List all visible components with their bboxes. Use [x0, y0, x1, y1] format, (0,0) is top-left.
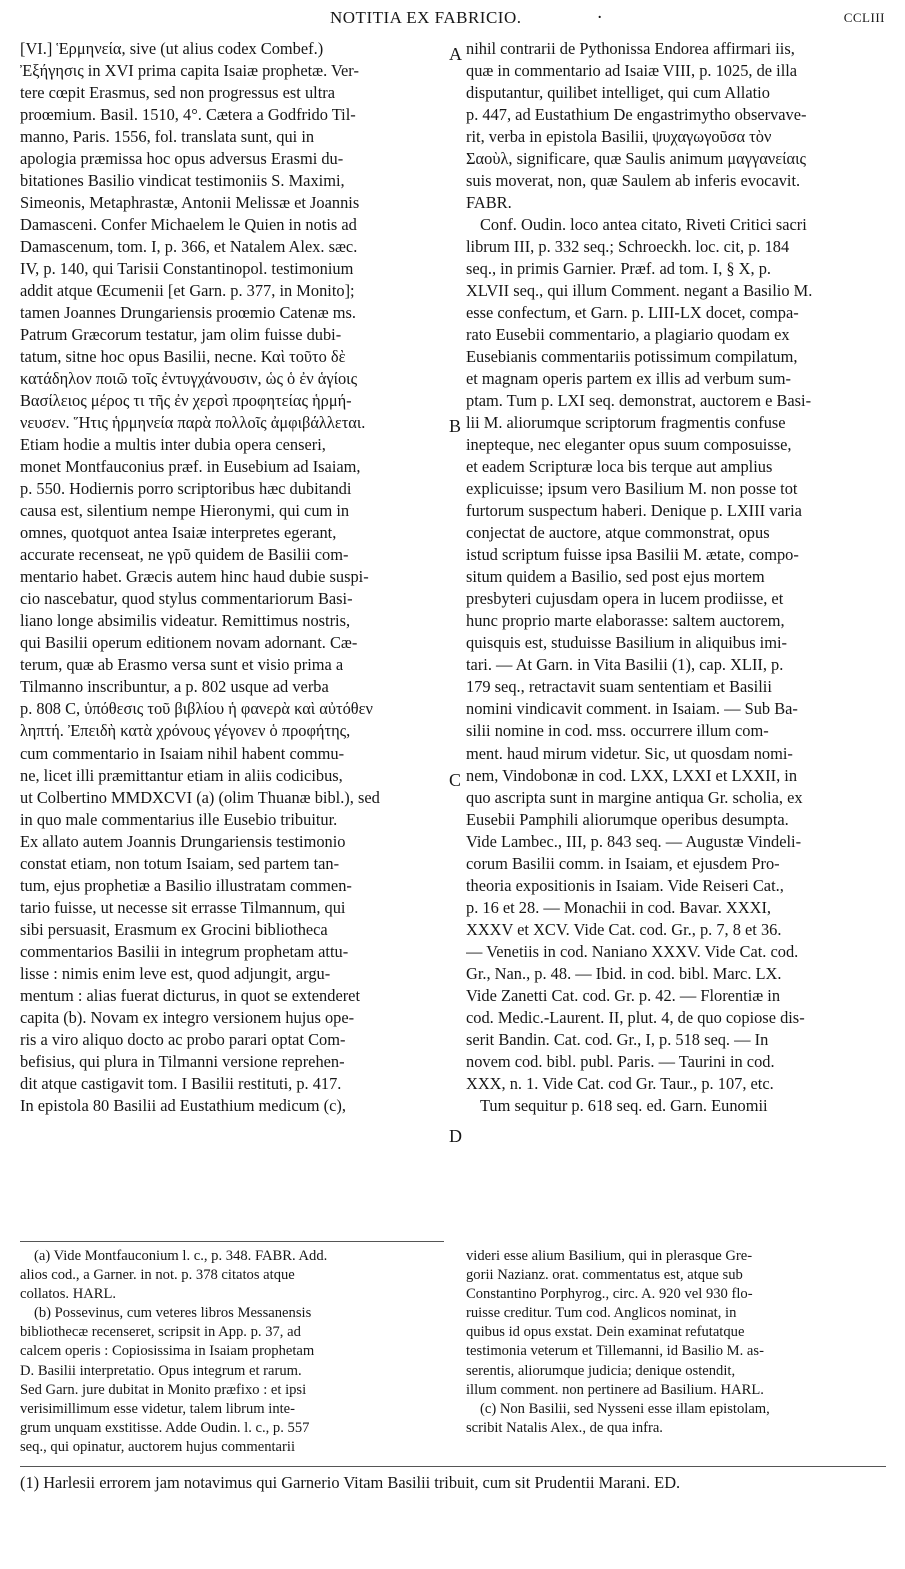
footnote-divider [20, 1466, 886, 1467]
text-line: Sed Garn. jure dubitat in Monito præfixo : et ipsi [20, 1381, 307, 1398]
text-line: suis moverat, non, quæ Saulem ab inferis evocavit. [466, 171, 801, 191]
text-line: — Venetiis in cod. Naniano XXXV. Vide Cat. cod. [466, 941, 799, 961]
text-line: commentarios Basilii in integrum prophetam attu- [20, 941, 349, 961]
text-line: sibi persuasit, Erasmum ex Grocini bibliotheca [20, 919, 328, 939]
text-line: manno, Paris. 1556, fol. translata sunt, qui in [20, 127, 315, 147]
text-line: rit, verba in epistola Basilii, ψυχαγωγοῦσα τὸν [466, 127, 772, 147]
text-line: mentario habet. Græcis autem hinc haud dubie suspi- [20, 567, 369, 587]
text-line: tum, ejus prophetiæ a Basilio illustratam commen- [20, 875, 352, 895]
text-line: serentis, aliorumque judicia; denique ostendit, [466, 1362, 736, 1379]
text-line: Ex allato autem Joannis Drungariensis testimonio [20, 831, 346, 851]
text-line: quæ in commentario ad Isaiæ VIII, p. 1025, de illa [466, 61, 798, 81]
margin-letter-c: C [449, 770, 462, 790]
text-line: p. 550. Hodiernis porro scriptoribus hæc dubitandi [20, 479, 352, 499]
text-line: proœmium. Basil. 1510, 4°. Cætera a Godfrido Til- [20, 105, 356, 125]
text-line: gorii Nazianz. orat. commentatus est, atque sub [466, 1267, 743, 1284]
text-line: Conf. Oudin. loco antea citato, Riveti Critici sacri [480, 215, 807, 235]
left-column [20, 38, 444, 1117]
running-head [0, 8, 905, 34]
text-line: mentum : alias fuerat dicturus, in quot se extenderet [20, 985, 361, 1005]
text-line: in quo male commentarius ille Eusebio tribuitur. [20, 809, 338, 829]
text-line: omnes, quotquot antea Isaiæ interpretes egerant, [20, 523, 337, 543]
text-line: seq., in primis Garnier. Præf. ad tom. I, § X, p. [466, 259, 772, 279]
text-line: explicuisse; ipsum vero Basilium M. non posse tot [466, 479, 798, 499]
text-line: collatos. HARL. [20, 1286, 117, 1303]
text-line: addit atque Œcumenii [et Garn. p. 377, in Monito]; [20, 281, 355, 301]
text-line: quisquis est, studuisse Basilium in aliquibus imi- [466, 633, 787, 653]
text-line: Eusebianis commentariis potissimum compilatum, [466, 347, 798, 367]
text-line: Vide Zanetti Cat. cod. Gr. p. 42. — Florentiæ in [466, 985, 781, 1005]
text-line: Eusebii Pamphili aliorumque operibus desumpta. [466, 809, 789, 829]
text-line: apologia præmissa hoc opus adversus Erasmi du- [20, 149, 344, 169]
text-line: capita (b). Novam ex integro versionem hujus ope- [20, 1007, 355, 1027]
editor-footnote: (1) Harlesii errorem jam notavimus qui Garnerio Vitam Basilii tribuit, cum sit Prudentii Marani. ED. [20, 1473, 681, 1492]
text-line: qui Basilii operum editionem novam adornant. Cæ- [20, 633, 358, 653]
text-line: nihil contrarii de Pythonissa Endorea affirmari iis, [466, 39, 795, 58]
text-line: XXX, n. 1. Vide Cat. cod Gr. Taur., p. 107, etc. [466, 1073, 774, 1093]
text-line: nomini vindicavit comment. in Isaiam. — Sub Ba- [466, 699, 798, 719]
page-number: CCLIII [843, 10, 885, 25]
text-line: rato Eusebii commentario, a plagiario quodam ex [466, 325, 790, 345]
text-line: (a) Vide Montfauconium l. c., p. 348. FABR. Add. [34, 1248, 328, 1264]
text-line: novem cod. bibl. publ. Paris. — Taurini in cod. [466, 1051, 775, 1071]
text-line: Damasceni. Confer Michaelem le Quien in notis ad [20, 215, 357, 235]
text-line: tamen Joannes Drungariensis proœmio Catenæ ms. [20, 303, 356, 323]
text-line: cum commentario in Isaiam nihil habent commu- [20, 743, 345, 763]
text-line: librum III, p. 332 seq.; Schroeckh. loc. cit, p. 184 [466, 237, 790, 257]
text-line: verisimillimum esse videtur, talem librum inte- [20, 1400, 296, 1417]
text-line: seq., qui opinatur, auctorem hujus commentarii [20, 1438, 296, 1455]
text-line: constat etiam, non totum Isaiam, sed partem tan- [20, 853, 340, 873]
text-line: causa est, silentium nempe Hieronymi, qui cum in [20, 501, 350, 521]
text-line: alios cod., a Garner. in not. p. 378 citatos atque [20, 1267, 295, 1284]
text-line: lii M. aliorumque scriptorum fragmentis confuse [466, 413, 786, 433]
text-line: 179 seq., retractavit suam sententiam et Basilii [466, 677, 772, 697]
text-line: ut Colbertino MMDXCVI (a) (olim Thuanæ bibl.), sed [20, 787, 380, 807]
page-title: NOTITIA EX FABRICIO. [330, 8, 522, 27]
text-line: istud scriptum fuisse ipsa Basilii M. ætate, compo- [466, 545, 799, 565]
margin-letter-a: A [449, 44, 462, 64]
text-line: monet Montfauconius præf. in Eusebium ad Isaiam, [20, 457, 361, 477]
text-line: Βασίλειος μέρος τι τῆς ἐν χερσὶ προφητείας ἡρμή- [20, 391, 352, 411]
text-line: et magnam operis partem ex illis ad verbum sum- [466, 369, 791, 389]
text-line: ληπτή. Ἐπειδὴ κατὰ χρόνους γέγονεν ὁ προφήτης, [20, 721, 351, 741]
text-line: Constantino Porphyrog., circ. A. 920 vel 930 flo- [466, 1286, 753, 1303]
text-line: esse confectum, et Garn. p. LIII-LX docet, compa- [466, 303, 799, 323]
text-line: nem, Vindobonæ in cod. LXX, LXXI et LXXII, in [466, 765, 798, 785]
text-line: quibus id opus exstat. Dein examinat refutatque [466, 1324, 745, 1341]
text-line: Ἐξήγησις in XVI prima capita Isaiæ prophetæ. Ver- [20, 61, 359, 81]
text-line: situm quidem a Basilio, sed post ejus mortem [466, 567, 765, 587]
margin-letter-b: B [449, 416, 462, 436]
text-line: IV, p. 140, qui Tarisii Constantinopol. testimonium [20, 259, 354, 279]
text-line: Patrum Græcorum testatur, jam olim fuisse dubi- [20, 325, 342, 345]
text-line: testimonia veterum et Tillemanni, id Basilio M. as- [466, 1343, 764, 1360]
text-line: conjectat de auctore, atque commonstrat, opus [466, 523, 770, 543]
text-line: κατάδηλον ποιῶ τοῖς ἐντυγχάνουσιν, ὡς ὁ ἐν ἁγίοις [20, 369, 358, 389]
text-line: (b) Possevinus, cum veteres libros Messanensis [34, 1305, 312, 1322]
text-line: grum unquam exstitisse. Adde Oudin. l. c., p. 557 [20, 1419, 310, 1436]
left-notes [20, 1247, 444, 1457]
text-line: ptam. Tum p. LXI seq. demonstrat, auctorem e Basi- [466, 391, 812, 411]
text-line: hunc proprio marte elaborasse: saltem auctorem, [466, 611, 785, 631]
text-line: Simeonis, Metaphrastæ, Antonii Melissæ et Joannis [20, 193, 360, 213]
text-line: calcem operis : Copiosissima in Isaiam prophetam [20, 1343, 315, 1360]
text-line: befisius, qui plura in Tilmanni versione reprehen- [20, 1051, 345, 1071]
text-line: tari. — At Garn. in Vita Basilii (1), cap. XLII, p. [466, 655, 784, 675]
text-line: cio nascebatur, quod stylus commentariorum Basi- [20, 589, 353, 609]
text-line: accurate recenseat, ne γρῦ quidem de Basilii com- [20, 545, 349, 565]
text-line: p. 808 C, ὑπόθεσις τοῦ βιβλίου ἡ φανερὰ καὶ αὐτόθεν [20, 699, 373, 719]
text-line: disputantur, quilibet intelliget, qui cum Allatio [466, 83, 770, 103]
text-line: theoria expositionis in Isaiam. Vide Reiseri Cat., [466, 875, 784, 895]
text-line: presbyteri cujusdam opera in lucem prodiisse, et [466, 589, 784, 609]
right-column [466, 38, 886, 1117]
text-line: XXXV et XCV. Vide Cat. cod. Gr., p. 7, 8 et 36. [466, 919, 782, 939]
notes-divider [20, 1241, 444, 1242]
text-line: bibliothecæ recenseret, scripsit in App. p. 37, ad [20, 1324, 301, 1341]
text-line: corum Basilii comm. in Isaiam, et ejusdem Pro- [466, 853, 780, 873]
text-line: serit Bandin. Cat. cod. Gr., I, p. 518 seq. — In [466, 1029, 769, 1049]
text-line: ment. haud mirum videtur. Sic, ut quosdam nomi- [466, 743, 793, 763]
text-line: Vide Lambec., III, p. 843 seq. — Augustæ Vindeli- [466, 831, 802, 851]
text-line: ris a viro aliquo docto ac probo parari optat Com- [20, 1029, 346, 1049]
text-line: furtorum suspectum haberi. Denique p. LXIII varia [466, 501, 802, 521]
text-line: (c) Non Basilii, sed Nysseni esse illam epistolam, [480, 1400, 770, 1417]
text-line: tatum, sitne hoc opus Basilii, necne. Καὶ τοῦτο δὲ [20, 347, 346, 367]
text-line: In epistola 80 Basilii ad Eustathium medicum (c), [20, 1095, 346, 1115]
text-line: inepteque, nec eleganter opus suum composuisse, [466, 435, 792, 455]
text-line: [VI.] Ἑρμηνεία, sive (ut alius codex Combef.) [20, 39, 324, 58]
text-line: Σαοὺλ, significare, quæ Saulis animum μαγγανείαις [466, 149, 806, 169]
text-line: lisse : nimis enim leve est, quod adjungit, argu- [20, 963, 331, 983]
text-line: Etiam hodie a multis inter dubia opera censeri, [20, 435, 326, 455]
text-line: Tum sequitur p. 618 seq. ed. Garn. Eunomii [480, 1095, 768, 1115]
text-line: FABR. [466, 193, 512, 213]
text-line: cod. Medic.-Laurent. II, plut. 4, de quo copiose dis- [466, 1007, 805, 1027]
text-line: bitationes Basilio vindicat testimoniis S. Maximi, [20, 171, 345, 191]
text-line: ne, licet illi præmittantur etiam in aliis codicibus, [20, 765, 343, 785]
text-line: XLVII seq., qui illum Comment. negant a Basilio M. [466, 281, 813, 301]
text-line: scribit Natalis Alex., de qua infra. [466, 1419, 663, 1436]
header-dot: · [597, 8, 603, 28]
text-line: tario fuisse, ut necesse sit errasse Tilmannum, qui [20, 897, 346, 917]
margin-letter-d: D [449, 1126, 462, 1146]
text-line: liano longe absimilis videatur. Remittimus nostris, [20, 611, 351, 631]
text-line: terum, quæ ab Erasmo versa sunt et visio prima a [20, 655, 344, 675]
text-line: Gr., Nan., p. 48. — Ibid. in cod. bibl. Marc. LX. [466, 963, 782, 983]
text-line: et eadem Scripturæ loca bis terque aut amplius [466, 457, 773, 477]
text-line: silii nomine in cod. mss. occurrere illum com- [466, 721, 769, 741]
text-line: tere cœpit Erasmus, sed non progressus est ultra [20, 83, 335, 103]
text-line: illum comment. non pertinere ad Basilium. HARL. [466, 1381, 764, 1398]
text-line: Tilmanno inscribuntur, a p. 802 usque ad verba [20, 677, 329, 697]
text-line: p. 447, ad Eustathium De engastrimytho observave- [466, 105, 807, 125]
text-line: quo ascripta sunt in margine antiqua Gr. scholia, ex [466, 787, 803, 807]
text-line: dit atque castigavit tom. I Basilii restituti, p. 417. [20, 1073, 342, 1093]
text-line: D. Basilii interpretatio. Opus integrum et rarum. [20, 1362, 302, 1379]
text-line: Damascenum, tom. I, p. 366, et Natalem Alex. sæc. [20, 237, 358, 257]
text-line: νευσεν. Ἥτις ἡρμηνεία παρὰ πολλοῖς ἀμφιβάλλεται. [20, 413, 366, 433]
text-line: p. 16 et 28. — Monachii in cod. Bavar. XXXI, [466, 897, 771, 917]
text-line: videri esse alium Basilium, qui in plerasque Gre- [466, 1248, 753, 1264]
right-notes [466, 1247, 886, 1438]
text-line: ruisse creditur. Tum cod. Anglicos nominat, in [466, 1305, 737, 1322]
